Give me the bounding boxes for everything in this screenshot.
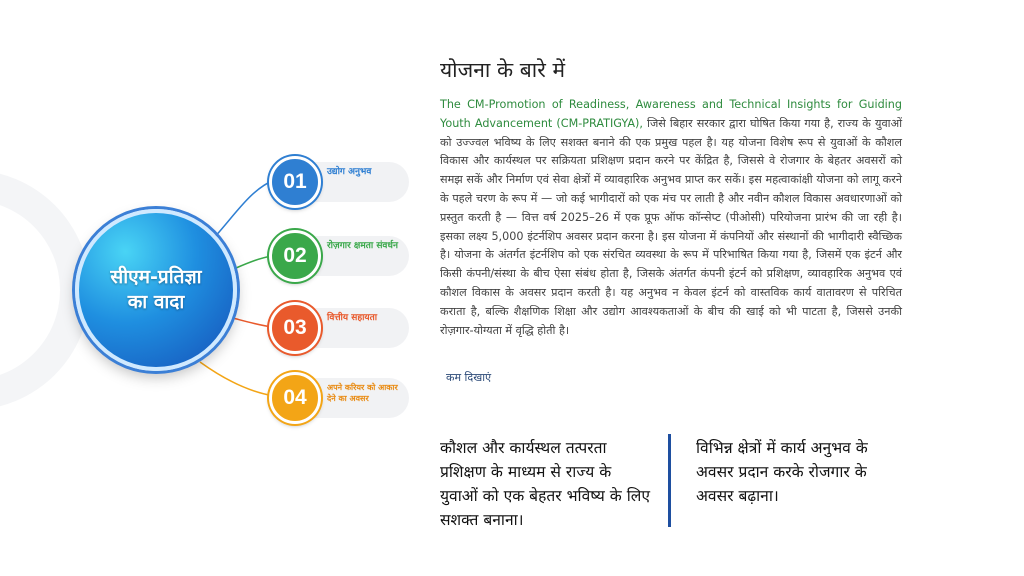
step-label: वित्तीय सहायता <box>327 313 378 323</box>
about-scheme-text <box>440 96 902 340</box>
hub-title-line2: का वादा <box>127 291 185 313</box>
vertical-divider <box>668 434 671 527</box>
step-number-badge: 02 <box>269 230 321 282</box>
about-scheme-heading: योजना के बारे में <box>440 58 566 82</box>
step-industry-experience <box>269 156 409 208</box>
hub-title-line1: सीएम-प्रतिज्ञा <box>110 266 202 288</box>
step-career-shaping <box>269 372 409 424</box>
step-financial-support <box>269 302 409 354</box>
about-body: जिसे बिहार सरकार द्वारा घोषित किया गया है, राज्य के युवाओं को उज्ज्वल भविष्य के लिए सशक्त बनाने की एक प्रमुख पहल है। यह योजना विशेष रूप से युवाओं के कौशल विकास और कार्यस्थल पर सक्रियता प्रशिक्षण प्रदान करने पर केंद्रित है, जिससे वे रोजगार के बेहतर अवसरों को समझ सकें और निर्माण एवं सेवा क्षेत्रों में व्यावहारिक अनुभव प्राप्त कर सकें। इस महत्वाकांक्षी योजना को लागू करने के पहले चरण के रूप में — जो कई भागीदारों को एक मंच पर लाती है और नवीन कौशल विकास अवधारणाओं को प्रस्तुत करती है — वित्त वर्ष 2025–26 में एक प्रूफ ऑफ कॉन्सेप्ट (पीओसी) परियोजना प्रारंभ की जा रही है। इसका लक्ष्य 5,000 इंटर्नशिप अवसर प्रदान करना है। इस योजना में कंपनियों और संस्थानों की भागीदारी स्वैच्छिक है। योजना के अंतर्गत इंटर्नशिप को एक संरचित व्यवस्था के रूप में परिभाषित किया गया है, जिसमें एक इंटर्न और किसी कंपनी/संस्था के बीच ऐसा संबंध होता है, जिसके अंतर्गत कंपनी इंटर्न को प्रशिक्षण, व्यावहारिक अनुभव एवं कौशल विकास के अवसर प्रदान करती है। यह अनुभव न केवल इंटर्न को वास्तविक कार्य वातावरण से परिचित कराता है, बल्कि शैक्षणिक शिक्षा और उद्योग आवश्यकताओं के बीच की खाई को भी पाटता है, जिससे उनकी रोज़गार-योग्यता में वृद्धि होती है। <box>440 116 902 337</box>
step-label: रोज़गार क्षमता संवर्धन <box>327 241 398 251</box>
show-less-link[interactable]: कम दिखाएं <box>446 371 492 384</box>
connector-01 <box>212 180 274 240</box>
connector-02 <box>236 256 272 268</box>
step-label: अपने करियर को आकार देने का अवसर <box>327 383 398 403</box>
connector-03 <box>233 318 272 327</box>
connector-04 <box>200 362 274 396</box>
step-employability <box>269 230 409 282</box>
step-label: उद्योग अनुभव <box>327 167 372 177</box>
cm-pratigya-promise-hub <box>75 209 237 371</box>
step-number-badge: 01 <box>269 156 321 208</box>
scheme-full-name: The CM-Promotion of Readiness, Awareness and Technical Insights for Guiding Youth Advancement (CM-PRATIGYA), <box>440 98 902 130</box>
step-number-badge: 04 <box>269 372 321 424</box>
objective-empower-youth: कौशल और कार्यस्थल तत्परता प्रशिक्षण के माध्यम से राज्य के युवाओं को एक बेहतर भविष्य के लिए सशक्त बनाना। <box>440 439 650 529</box>
step-number-badge: 03 <box>269 302 321 354</box>
objective-employment-opportunities: विभिन्न क्षेत्रों में कार्य अनुभव के अवसर प्रदान करके रोजगार के अवसर बढ़ाना। <box>696 439 868 505</box>
